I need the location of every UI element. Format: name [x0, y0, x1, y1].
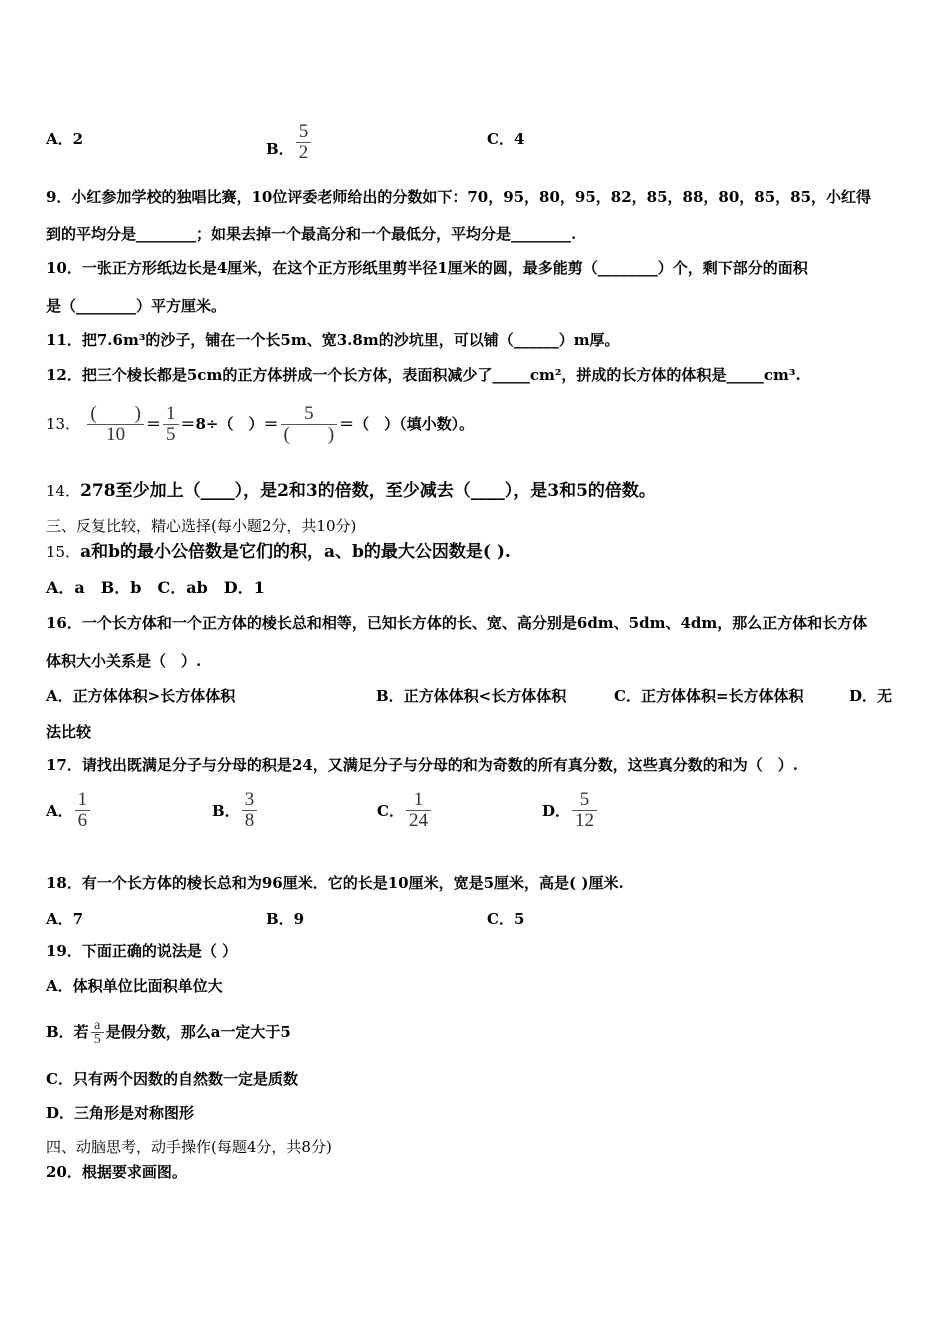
q18-text: 18．有一个长方体的棱长总和为96厘米．它的长是10厘米，宽是5厘米，高是( )厘米.	[46, 874, 624, 892]
q16-option-d-cont: 法比较	[46, 723, 92, 741]
section-3-title: 三、反复比较，精心选择(每小题2分，共10分)	[46, 517, 357, 535]
q16-line1: 16．一个长方体和一个正方体的棱长总和相等，已知长方体的长、宽、高分别是6dm、5dm、4dm，那么正方体和长方体	[46, 614, 868, 632]
q19-option-c: C．只有两个因数的自然数一定是质数	[46, 1070, 298, 1088]
q11-text: 11．把7.6m³的沙子，铺在一个长5m、宽3.8m的沙坑里，可以铺（______）m厚。	[46, 331, 620, 349]
q12-text: 12．把三个棱长都是5cm的正方体拼成一个长方体，表面积减少了_____cm²，拼成的长方体的体积是_____cm³.	[46, 366, 801, 384]
q16-option-b: B．正方体体积<长方体体积	[376, 687, 567, 705]
q18-option-b: B．9	[266, 910, 305, 928]
q17-option-c: C． $\frac{1}{24}$	[377, 790, 433, 831]
q14-line: 14．278至少加上（____），是2和3的倍数，至少减去（____），是3和5的倍数。	[46, 481, 656, 501]
q13-fraction-2: $\frac{1}{5}$	[163, 404, 179, 445]
q10-line2: 是（________）平方厘米。	[46, 297, 227, 315]
q13-line: 13． $\frac{( )}{10}$ ＝ $\frac{1}{5}$ ＝8÷（ ）＝ $\frac{5}{( )}$ ＝（ ）（填小数）。	[46, 402, 475, 445]
q16-option-a: A．正方体体积>长方体体积	[46, 687, 236, 705]
q19-option-a: A．体积单位比面积单位大	[46, 977, 223, 995]
q15-line: 15．a和b的最小公倍数是它们的积，a、b的最大公因数是( ).	[46, 542, 511, 562]
q19-text: 19．下面正确的说法是（ ）	[46, 942, 238, 960]
q9-line2: 到的平均分是________；如果去掉一个最高分和一个最低分，平均分是________.	[46, 225, 577, 243]
fraction: $\frac{1}{24}$	[406, 790, 431, 831]
q15-options: A．a B．b C．ab D．1	[46, 578, 265, 597]
fraction: $\frac{3}{8}$	[242, 790, 258, 831]
q8-option-b: B． $\frac{5}{2}$	[266, 128, 313, 169]
q18-option-a: A．7	[46, 910, 84, 928]
fraction: $\frac{5}{2}$	[296, 122, 312, 163]
q9-line1: 9．小红参加学校的独唱比赛，10位评委老师给出的分数如下：70，95，80，95，82，85，88，80，85，85，小红得	[46, 188, 872, 206]
section-4-title: 四、动脑思考，动手操作(每题4分，共8分)	[46, 1138, 332, 1156]
q17-option-b: B． $\frac{3}{8}$	[212, 790, 259, 831]
q10-line1: 10．一张正方形纸边长是4厘米，在这个正方形纸里剪半径1厘米的圆，最多能剪（________）个，剩下部分的面积	[46, 259, 808, 277]
fraction: $\frac{5}{12}$	[572, 790, 597, 831]
q8-option-a: A．2	[46, 130, 84, 148]
q16-option-d: D．无	[849, 687, 893, 705]
q17-text: 17．请找出既满足分子与分母的积是24，又满足分子与分母的和为奇数的所有真分数，这些真分数的和为（ ）.	[46, 756, 798, 774]
q16-line2: 体积大小关系是（ ）.	[46, 652, 202, 670]
fraction: $\frac{1}{6}$	[75, 790, 91, 831]
q20-text: 20．根据要求画图。	[46, 1163, 187, 1181]
q17-option-a: A． $\frac{1}{6}$	[46, 790, 92, 831]
fraction: $\frac{a}{5}$	[91, 1019, 104, 1046]
q8-option-c: C．4	[487, 130, 525, 148]
q16-option-c: C．正方体体积=长方体体积	[614, 687, 804, 705]
q13-fraction-1: $\frac{( )}{10}$	[87, 404, 144, 445]
q19-option-b: B．若 $\frac{a}{5}$ 是假分数，那么a一定大于5	[46, 1017, 291, 1047]
q18-option-c: C．5	[487, 910, 525, 928]
q13-fraction-3: $\frac{5}{( )}$	[281, 404, 338, 445]
q19-option-d: D．三角形是对称图形	[46, 1104, 195, 1122]
q17-option-d: D． $\frac{5}{12}$	[542, 790, 599, 831]
